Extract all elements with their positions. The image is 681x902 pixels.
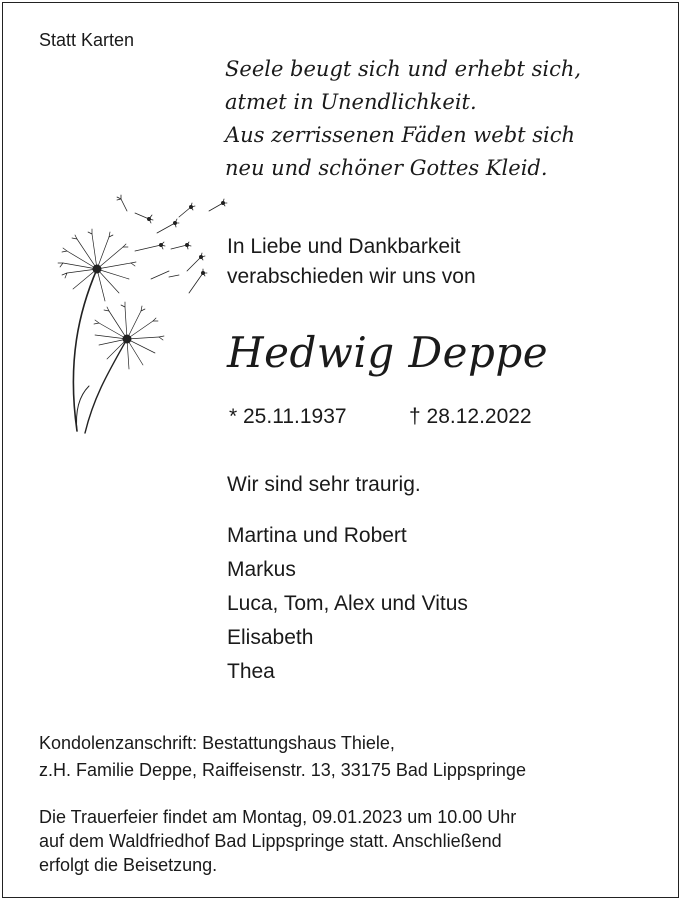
poem-line: neu und schöner Gottes Kleid.	[225, 156, 548, 180]
death-date: † 28.12.2022	[409, 405, 532, 428]
intro-line: In Liebe und Dankbarkeit	[227, 235, 461, 258]
intro-line: verabschieden wir uns von	[227, 265, 476, 288]
family-member: Thea	[227, 660, 275, 683]
funeral-info	[39, 805, 516, 877]
life-dates	[229, 402, 532, 432]
deceased-name: Hedwig Deppe	[227, 328, 549, 377]
family-member: Martina und Robert	[227, 524, 407, 547]
family-member: Markus	[227, 558, 296, 581]
funeral-line: Die Trauerfeier findet am Montag, 09.01.2023 um 10.00 Uhr	[39, 807, 517, 827]
family-list	[227, 519, 468, 689]
birth-date: * 25.11.1937	[229, 405, 347, 428]
family-member: Luca, Tom, Alex und Vitus	[227, 592, 468, 615]
obituary-card	[2, 2, 679, 898]
poem-line: Aus zerrissenen Fäden webt sich	[225, 123, 576, 147]
family-member: Elisabeth	[227, 626, 314, 649]
statt-karten-label: Statt Karten	[39, 30, 135, 50]
poem-line: atmet in Unendlichkeit.	[225, 90, 477, 114]
condolence-address	[39, 730, 526, 784]
condolence-line: z.H. Familie Deppe, Raiffeisenstr. 13, 33175 Bad Lippspringe	[39, 760, 526, 780]
condolence-line: Kondolenzanschrift: Bestattungshaus Thiele,	[39, 733, 395, 753]
mourning-message: Wir sind sehr traurig.	[227, 473, 421, 496]
intro-text	[227, 232, 476, 292]
dandelion-illustration-icon	[39, 181, 229, 436]
funeral-line: auf dem Waldfriedhof Bad Lippspringe statt. Anschließend	[39, 831, 502, 851]
funeral-line: erfolgt die Beisetzung.	[39, 855, 218, 875]
poem	[225, 53, 581, 185]
poem-line: Seele beugt sich und erhebt sich,	[225, 57, 582, 81]
